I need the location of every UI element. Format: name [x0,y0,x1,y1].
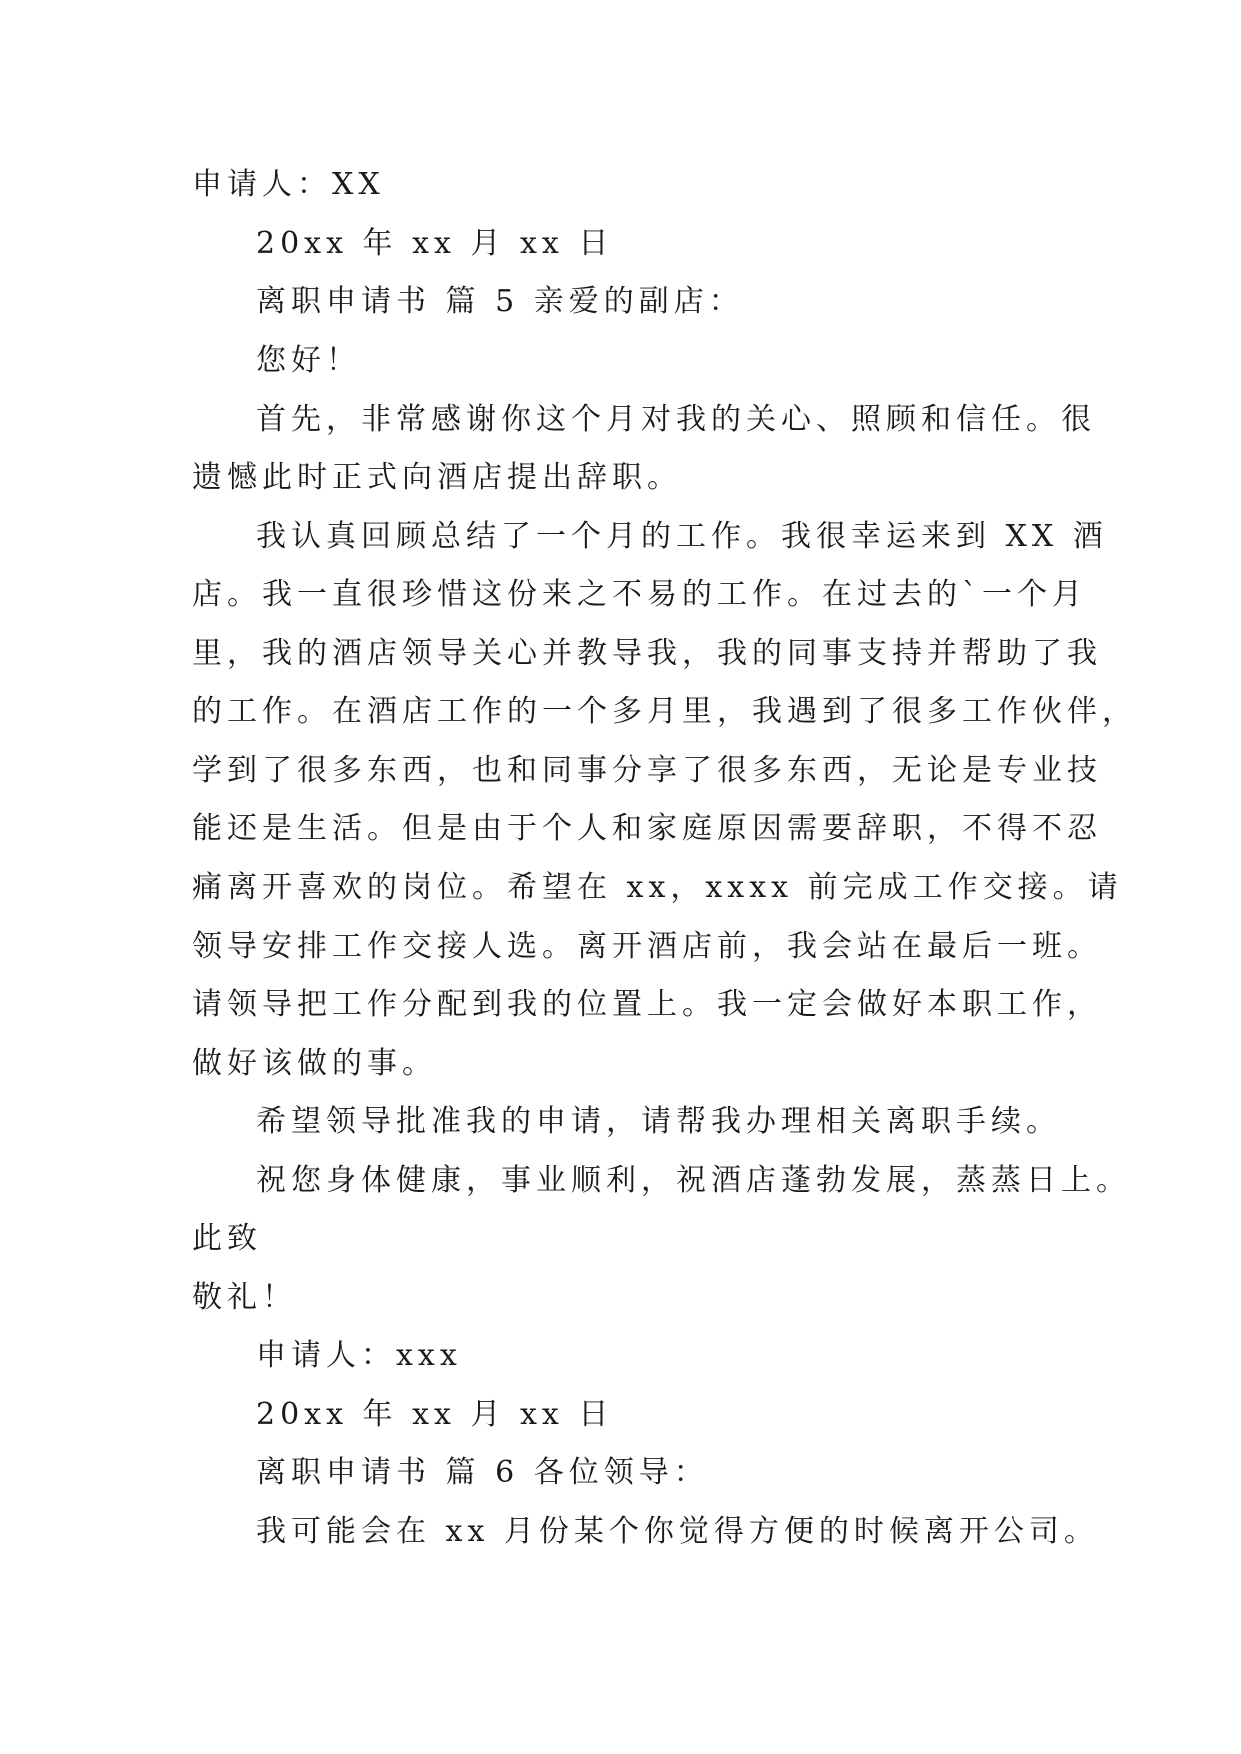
paragraph-line: 首先，非常感谢你这个月对我的关心、照顾和信任。很 [256,402,1096,437]
paragraph-line: 做好该做的事。 [192,1046,437,1081]
section-heading: 离职申请书 篇 5 亲爱的副店： [256,284,744,319]
closing-line: 此致 [192,1221,262,1256]
closing-salute: 敬礼！ [192,1280,297,1315]
paragraph-line: 学到了很多东西，也和同事分享了很多东西，无论是专业技 [192,753,1102,788]
paragraph-line: 遗憾此时正式向酒店提出辞职。 [192,460,682,495]
paragraph-line: 里，我的酒店领导关心并教导我，我的同事支持并帮助了我 [192,636,1102,671]
paragraph-line: 痛离开喜欢的岗位。希望在 xx，xxxx 前完成工作交接。请 [192,870,1123,905]
paragraph-line: 我可能会在 xx 月份某个你觉得方便的时候离开公司。 [256,1514,1099,1549]
paragraph-line: 能还是生活。但是由于个人和家庭原因需要辞职，不得不忍 [192,811,1102,846]
applicant-line: 申请人：XX [192,167,385,202]
date-line: 20xx 年 xx 月 xx 日 [256,226,614,261]
paragraph-line: 我认真回顾总结了一个月的工作。我很幸运来到 XX 酒 [256,519,1108,554]
paragraph-line: 店。我一直很珍惜这份来之不易的工作。在过去的`一个月 [192,577,1087,612]
paragraph-line: 领导安排工作交接人选。离开酒店前，我会站在最后一班。 [192,929,1102,964]
paragraph-line: 祝您身体健康，事业顺利，祝酒店蓬勃发展，蒸蒸日上。 [256,1163,1131,1198]
section-heading: 离职申请书 篇 6 各位领导： [256,1455,709,1490]
date-line: 20xx 年 xx 月 xx 日 [256,1397,614,1432]
applicant-line: 申请人：xxx [256,1338,462,1373]
greeting: 您好！ [256,343,361,378]
paragraph-line: 希望领导批准我的申请，请帮我办理相关离职手续。 [256,1104,1061,1139]
paragraph-line: 的工作。在酒店工作的一个多月里，我遇到了很多工作伙伴， [192,694,1137,729]
paragraph-line: 请领导把工作分配到我的位置上。我一定会做好本职工作， [192,987,1102,1022]
